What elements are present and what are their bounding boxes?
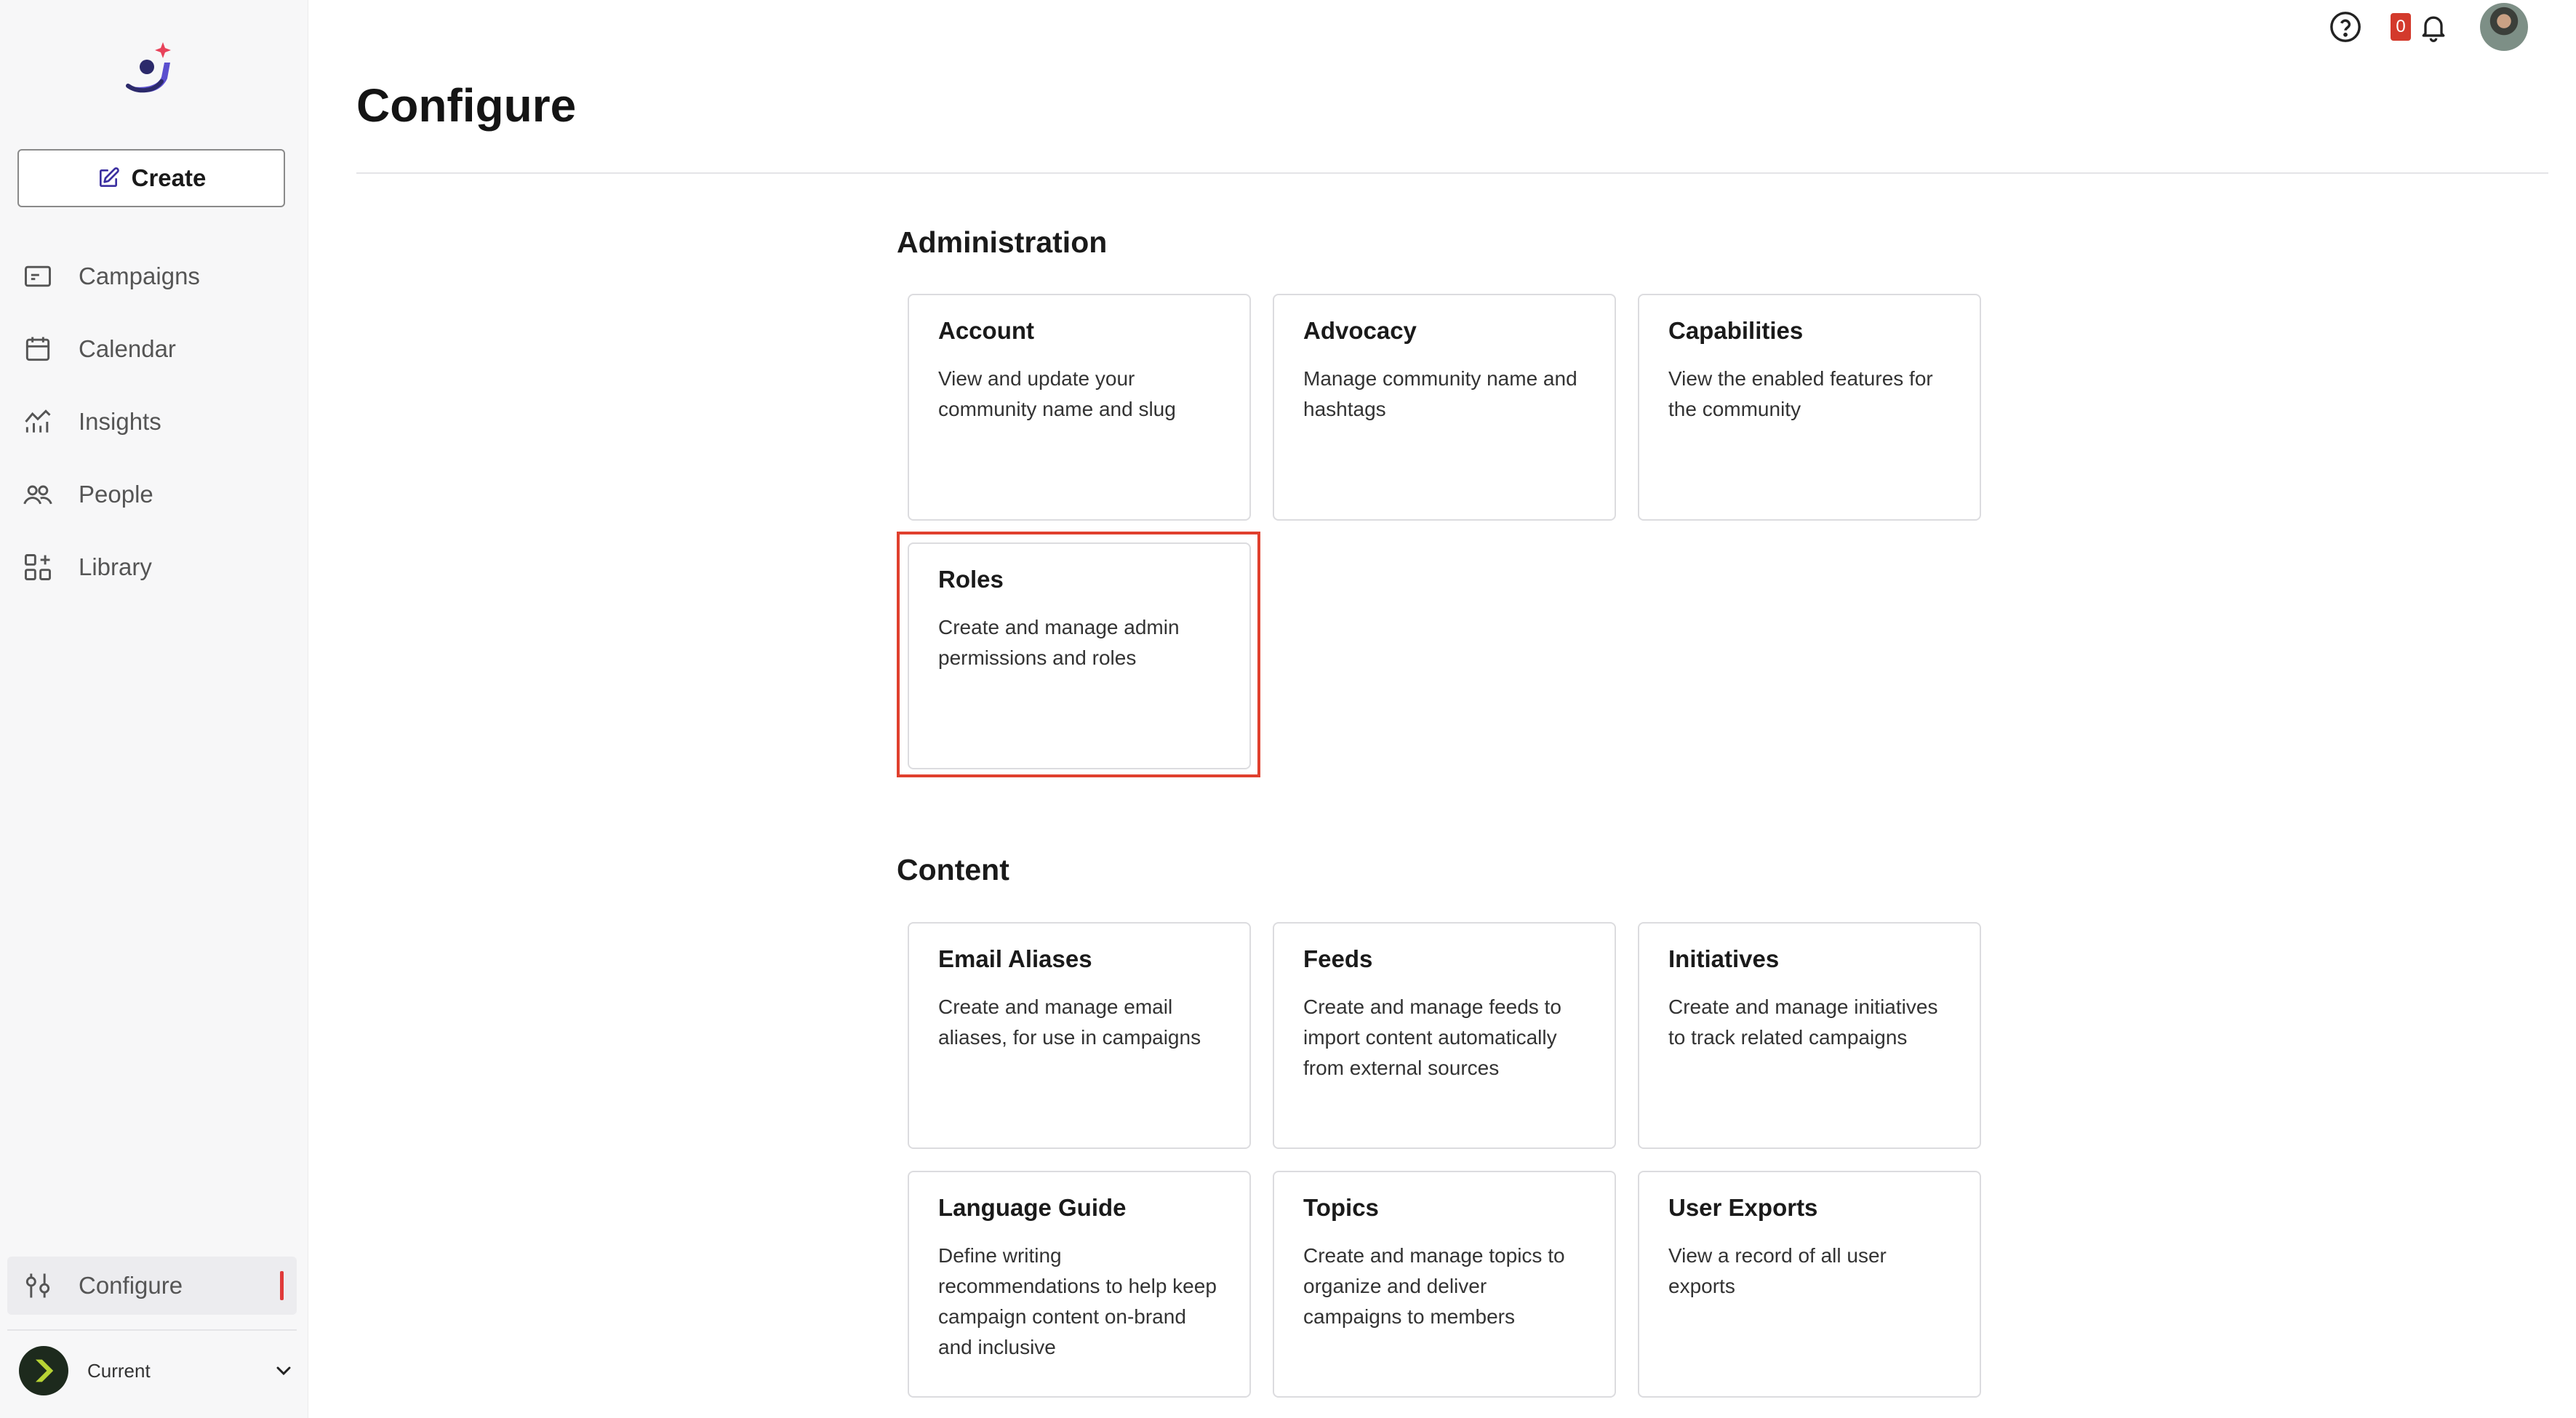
card-description: Create and manage admin permissions and roles [938,616,1180,669]
card-description: View the enabled features for the community [1668,367,1933,420]
campaigns-icon [22,260,54,292]
create-button-label: Create [131,164,207,191]
card-advocacy[interactable] [1273,294,1616,521]
section-title-administration: Administration [897,225,1108,259]
community-label: Current [87,1359,151,1382]
card-initiatives[interactable] [1638,922,1981,1149]
sidebar-item-people[interactable] [0,458,308,531]
card-title: Capabilities [1668,317,1804,344]
card-title: Roles [938,566,1004,593]
sidebar-item-insights[interactable] [0,385,308,458]
card-email-aliases[interactable] [908,922,1251,1149]
card-roles[interactable] [908,542,1251,769]
card-account[interactable] [908,294,1251,521]
card-title: Language Guide [938,1194,1127,1221]
help-icon[interactable] [2329,10,2362,44]
card-topics[interactable] [1273,1171,1616,1398]
sidebar-item-library[interactable] [0,531,308,604]
card-title: Initiatives [1668,945,1780,972]
card-description: Define writing recommendations to help keep campaign content on-brand and inclusive [938,1244,1217,1358]
card-title: Feeds [1303,945,1373,972]
sidebar-item-label: Configure [79,1272,183,1299]
chevron-down-icon [272,1359,295,1382]
card-title: Account [938,317,1034,344]
card-title: User Exports [1668,1194,1818,1221]
sidebar-item-label: Campaigns [79,263,200,289]
card-description: Create and manage feeds to import content automatically from external sources [1303,996,1561,1079]
sidebar-item-label: Library [79,553,152,580]
bell-icon[interactable] [2417,10,2449,44]
card-description: View and update your community name and slug [938,367,1176,420]
library-icon [22,551,54,583]
page-title: Configure [356,79,577,132]
sidebar-item-label: Calendar [79,335,176,362]
header-divider [356,172,2548,174]
card-description: Manage community name and hashtags [1303,367,1577,420]
insights-icon [22,406,54,438]
card-language-guide[interactable] [908,1171,1251,1398]
avatar[interactable] [2480,3,2528,51]
sidebar-item-label: Insights [79,408,161,435]
card-description: Create and manage email aliases, for use in campaigns [938,996,1201,1049]
sidebar-item-configure[interactable] [7,1257,297,1315]
community-switcher[interactable] [19,1345,295,1396]
create-button[interactable] [17,149,285,207]
app-logo[interactable] [125,38,179,97]
card-feeds[interactable] [1273,922,1616,1149]
card-description: View a record of all user exports [1668,1244,1887,1297]
card-capabilities[interactable] [1638,294,1981,521]
sidebar [0,0,308,1418]
sidebar-item-calendar[interactable] [0,313,308,385]
sidebar-item-campaigns[interactable] [0,240,308,313]
configure-icon [22,1270,54,1302]
card-user-exports[interactable] [1638,1171,1981,1398]
section-title-content: Content [897,853,1009,886]
card-description: Create and manage topics to organize and deliver campaigns to members [1303,1244,1565,1328]
edit-icon [97,167,120,190]
card-description: Create and manage initiatives to track related campaigns [1668,996,1938,1049]
active-indicator [280,1271,284,1300]
community-logo [19,1346,68,1395]
sidebar-divider [7,1329,297,1331]
notification-count-badge: 0 [2391,13,2411,41]
main-nav [0,240,308,604]
card-title: Email Aliases [938,945,1092,972]
card-title: Advocacy [1303,317,1417,344]
card-title: Topics [1303,1194,1379,1221]
calendar-icon [22,333,54,365]
sidebar-item-label: People [79,481,153,508]
people-icon [22,478,54,510]
